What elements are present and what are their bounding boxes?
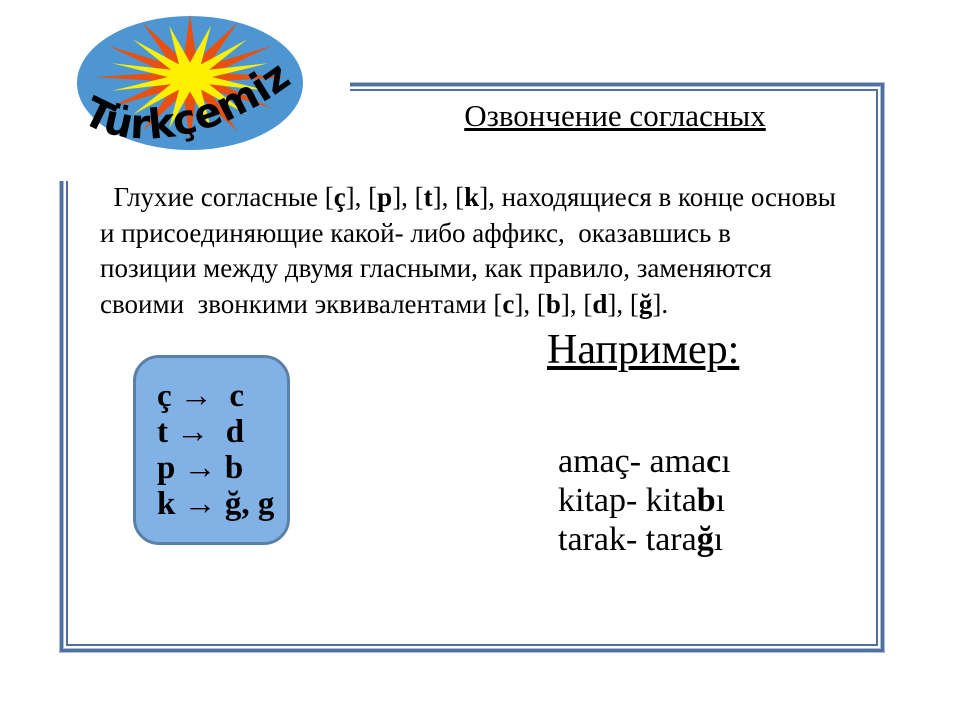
slide-title: [345, 98, 885, 134]
example-word-pairs: amaç- amacı kitap- kitabı tarak- tarağı: [558, 443, 731, 558]
consonant-rule-box: [133, 355, 290, 545]
body-paragraph: Глухие согласные [ç], [p], [t], [k], находящиеся в конце основы и присоединяющие какой- либо аффикс, оказавшись в позиции между двумя гласными, как правило, заменяются своими звонкими эквивалентами [c], [b], [d], [ğ].: [100, 182, 836, 319]
consonant-rule-lines: ç → c t → d p → b k → ğ, g: [157, 378, 275, 522]
slide-title-text: Озвончение согласных: [464, 98, 766, 133]
examples-heading-text: Например:: [547, 327, 740, 373]
examples-heading: [547, 326, 739, 374]
logo-background: [38, 0, 350, 181]
turkcemiz-logo: [55, 5, 325, 180]
logo-text: Türkçemiz: [76, 51, 299, 149]
